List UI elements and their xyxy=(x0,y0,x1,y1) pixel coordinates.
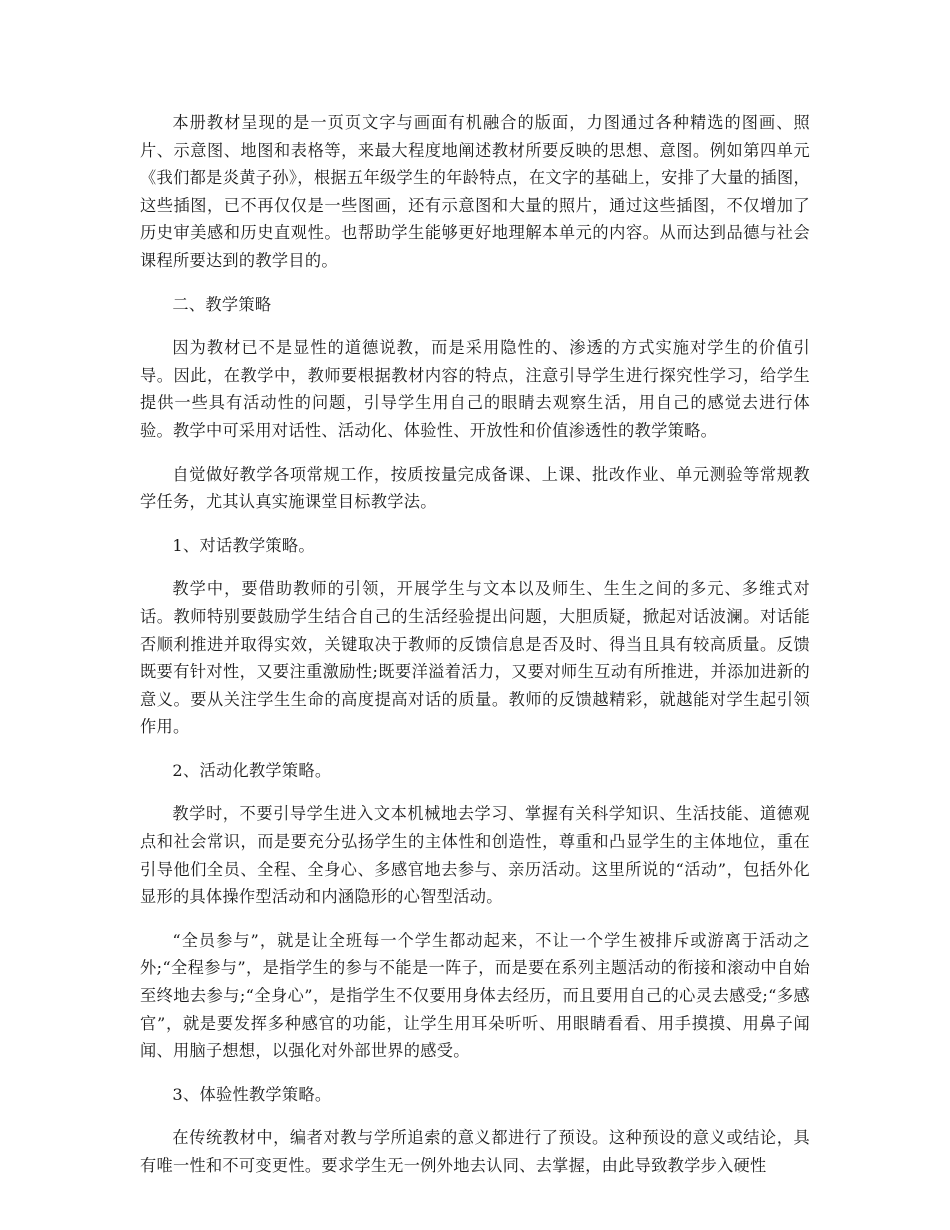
subheading-experience-strategy: 3、体验性教学策略。 xyxy=(172,1084,332,1104)
activity-paragraph: 教学时，不要引导学生进入文本机械地去学习、掌握有关科学知识、生活技能、道德观点和社会常识，而是要充分弘扬学生的主体性和创造性，尊重和凸显学生的主体地位，重在引导他们全员、全程、全身心、多感官地去参与、亲历活动。这里所说的“活动”，包括外化显形的具体操作型活动和内涵隐形的心智型活动。 xyxy=(140,804,810,907)
experience-paragraph: 在传统教材中，编者对教与学所追索的意义都进行了预设。这种预设的意义或结论，具有唯一性和不可变更性。要求学生无一例外地去认同、去掌握，由此导致教学步入硬性 xyxy=(140,1128,810,1175)
dialogue-paragraph: 教学中，要借助教师的引领，开展学生与文本以及师生、生生之间的多元、多维式对话。教师特别要鼓励学生结合自己的生活经验提出问题，大胆质疑，掀起对话波澜。对话能否顺利推进并取得实效，关键取决于教师的反馈信息是否及时、得当且具有较高质量。反馈既要有针对性，又要注重激励性;既要洋溢着活力，又要对师生互动有所推进，并添加进新的意义。要从关注学生生命的高度提高对话的质量。教师的反馈越精彩，就越能对学生起引领作用。 xyxy=(140,579,810,737)
subheading-activity-strategy: 2、活动化教学策略。 xyxy=(172,760,332,780)
section-heading-teaching-strategy: 二、教学策略 xyxy=(172,294,272,314)
document-page xyxy=(140,109,810,1196)
strategy-paragraph: 因为教材已不是显性的道德说教，而是采用隐性的、渗透的方式实施对学生的价值引导。因此，在教学中，教师要根据教材内容的特点，注意引导学生进行探究性学习，给学生提供一些具有活动性的问题，引导学生用自己的眼睛去观察生活，用自己的感觉去进行体验。教学中可采用对话性、活动化、体验性、开放性和价值渗透性的教学策略。 xyxy=(140,338,810,440)
routine-work-paragraph: 自觉做好教学各项常规工作，按质按量完成备课、上课、批改作业、单元测验等常规教学任务，尤其认真实施课堂目标教学法。 xyxy=(140,464,810,512)
intro-paragraph: 本册教材呈现的是一页页文字与画面有机融合的版面，力图通过各种精选的图画、照片、示意图、地图和表格等，来最大程度地阐述教材所要反映的思想、意图。例如第四单元《我们都是炎黄子孙》，根据五年级学生的年龄特点，在文字的基础上，安排了大量的插图，这些插图，已不再仅仅是一些图画，还有示意图和大量的照片，通过这些插图，不仅增加了历史审美感和历史直观性。也帮助学生能够更好地理解本单元的内容。从而达到品德与社会课程所要达到的教学目的。 xyxy=(140,113,810,270)
participation-paragraph: “全员参与”，就是让全班每一个学生都动起来，不让一个学生被排斥或游离于活动之外;“全程参与”，是指学生的参与不能是一阵子，而是要在系列主题活动的衔接和滚动中自始至终地去参与;“全身心”，是指学生不仅要用身体去经历，而且要用自己的心灵去感受;“多感官”，就是要发挥多种感官的功能，让学生用耳朵听听、用眼睛看看、用手摸摸、用鼻子闻闻、用脑子想想，以强化对外部世界的感受。 xyxy=(140,930,810,1061)
subheading-dialogue-strategy: 1、对话教学策略。 xyxy=(172,535,315,555)
